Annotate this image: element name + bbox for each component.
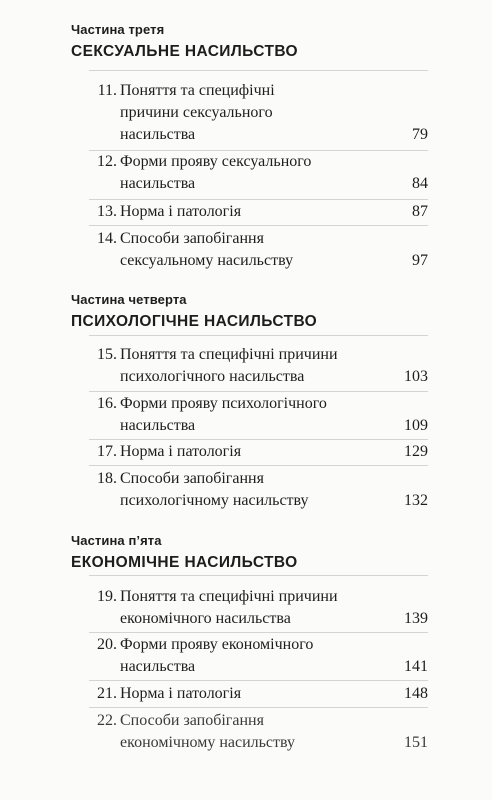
chapter-number: 22. — [97, 712, 117, 729]
page-number: 79 — [412, 126, 428, 143]
part-title: ПСИХОЛОГІЧНЕ НАСИЛЬСТВО — [71, 313, 318, 330]
page-number: 151 — [404, 734, 428, 751]
chapter-title: Способи запобігання економічному насильству — [120, 712, 296, 751]
page-number: 139 — [404, 610, 428, 627]
part-label: Частина четверта — [71, 292, 187, 307]
chapter-title: Поняття та специфічні причини економічного насильства — [120, 588, 338, 627]
chapter-number: 13. — [97, 203, 117, 220]
page-number: 84 — [412, 175, 428, 192]
part-label: Частина третя — [71, 22, 165, 37]
divider — [89, 439, 428, 440]
divider — [89, 391, 428, 392]
chapter-number: 16. — [97, 395, 117, 412]
page-number: 97 — [412, 252, 428, 269]
page-number: 87 — [412, 203, 428, 220]
divider — [89, 707, 428, 708]
divider — [89, 225, 428, 226]
divider — [89, 680, 428, 681]
divider — [89, 465, 428, 466]
page-number: 103 — [404, 368, 428, 385]
part-header — [71, 292, 317, 332]
part-header — [71, 22, 298, 62]
divider — [89, 632, 428, 633]
chapter-number: 20. — [97, 636, 117, 653]
chapter-title: Способи запобігання сексуальному насильству — [120, 230, 294, 269]
part-title: СЕКСУАЛЬНЕ НАСИЛЬСТВО — [71, 43, 298, 60]
divider — [89, 70, 428, 71]
divider — [89, 199, 428, 200]
chapter-number: 11. — [97, 82, 117, 99]
chapter-number: 19. — [97, 588, 117, 605]
chapter-number: 14. — [97, 230, 117, 247]
part-title: ЕКОНОМІЧНЕ НАСИЛЬСТВО — [71, 554, 298, 571]
chapter-title: Форми прояву економічного насильства — [120, 636, 314, 675]
chapter-number: 18. — [97, 470, 117, 487]
page-number: 129 — [404, 443, 428, 460]
chapter-title: Поняття та специфічні причини сексуального насильства — [120, 82, 275, 143]
part-label: Частина п’ята — [71, 533, 162, 548]
chapter-title: Форми прояву психологічного насильства — [120, 395, 327, 434]
chapter-number: 12. — [97, 153, 117, 170]
chapter-number: 21. — [97, 685, 117, 702]
divider — [89, 575, 428, 576]
chapter-title: Поняття та специфічні причини психологічного насильства — [120, 346, 338, 385]
chapter-title: Норма і патологія — [120, 443, 242, 460]
chapter-number: 17. — [97, 443, 117, 460]
chapter-title: Способи запобігання психологічному насильству — [120, 470, 309, 509]
chapter-title: Норма і патологія — [120, 203, 242, 220]
chapter-title: Форми прояву сексуального насильства — [120, 153, 312, 192]
chapter-title: Норма і патологія — [120, 685, 242, 702]
page-number: 148 — [404, 685, 428, 702]
page-number: 141 — [404, 658, 428, 675]
chapter-number: 15. — [97, 346, 117, 363]
part-header — [71, 533, 298, 573]
page-number: 109 — [404, 417, 428, 434]
divider — [89, 335, 428, 336]
page-number: 132 — [404, 492, 428, 509]
